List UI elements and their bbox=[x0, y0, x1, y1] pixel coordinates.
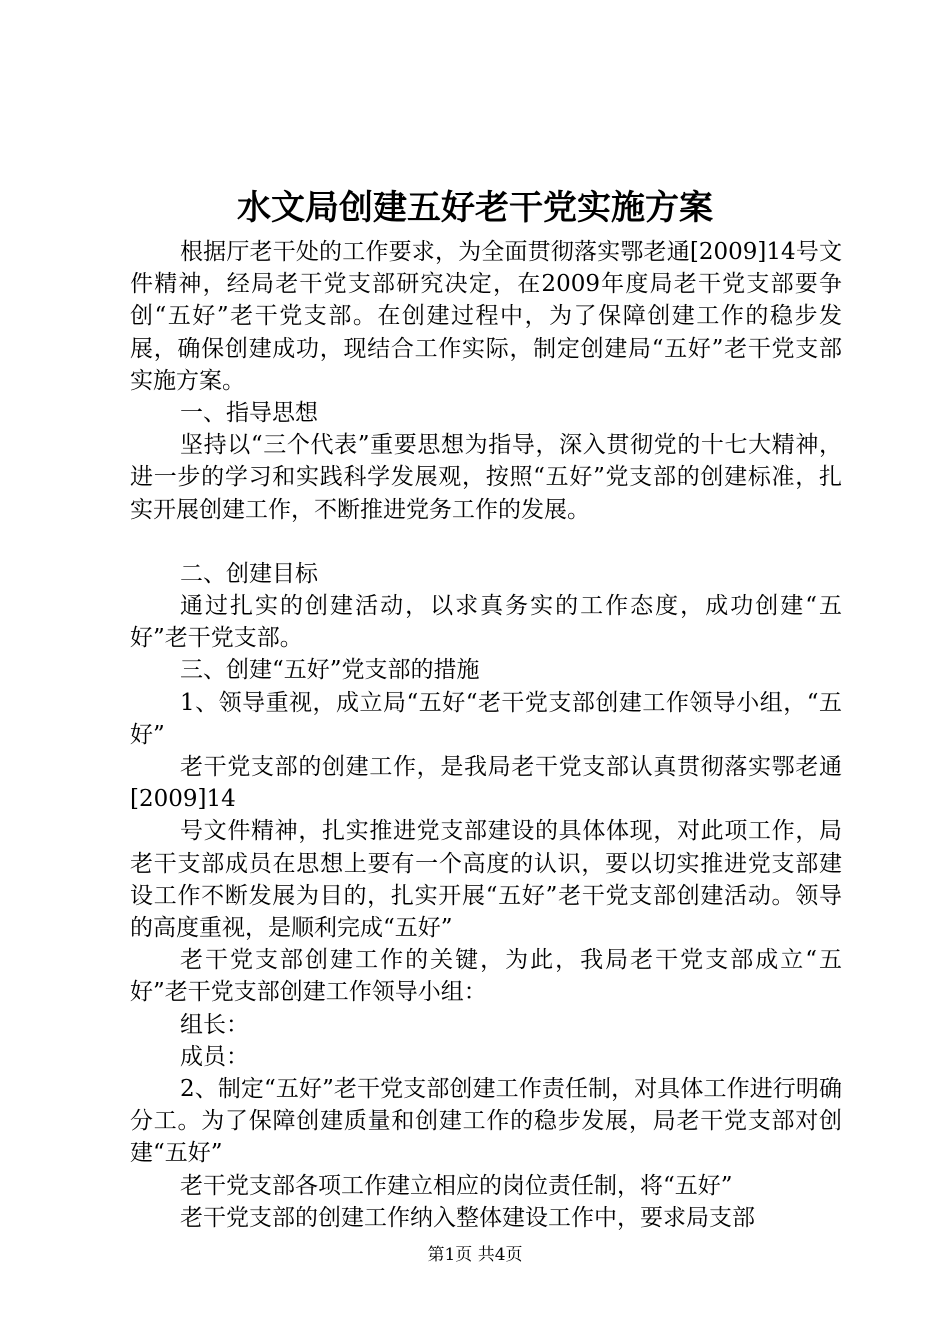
heading-measures: 三、创建“五好”党支部的措施 bbox=[180, 657, 480, 684]
paragraph-guiding-ideology: 坚持以“三个代表”重要思想为指导，深入贯彻党的十七大精神，进一步的学习和实践科学发展观，按照“五好”党支部的创建标准，扎实开展创建工作，不断推进党务工作的发展。 bbox=[130, 432, 842, 523]
heading-guiding-ideology: 一、指导思想 bbox=[180, 400, 318, 427]
paragraph-measure-1-cont-c: 老干党支部创建工作的关键，为此，我局老干党支部成立“五好”老干党支部创建工作领导小组： bbox=[130, 947, 842, 1006]
paragraph-intro: 根据厅老干处的工作要求，为全面贯彻落实鄂老通[2009]14号文件精神，经局老干党支部研究决定，在2009年度局老干党支部要争创“五好”老干党支部。在创建过程中，为了保障创建工作的稳步发展，确保创建成功，现结合工作实际，制定创建局“五好”老干党支部实施方案。 bbox=[130, 239, 842, 394]
paragraph-goal: 通过扎实的创建活动，以求真务实的工作态度，成功创建“五好”老干党支部。 bbox=[130, 593, 842, 652]
blank-line bbox=[130, 526, 842, 558]
paragraph-measure-1-cont-a: 老干党支部的创建工作，是我局老干党支部认真贯彻落实鄂老通[2009]14 bbox=[130, 754, 842, 813]
paragraph-measure-2-cont-b: 老干党支部的创建工作纳入整体建设工作中，要求局支部 bbox=[180, 1204, 755, 1231]
paragraph-members: 成员： bbox=[180, 1043, 249, 1070]
paragraph-measure-1: 1、领导重视，成立局“五好“老干党支部创建工作领导小组，“五好” bbox=[130, 689, 842, 748]
page-footer: 第1页 共4页 bbox=[427, 1245, 523, 1265]
document-body bbox=[130, 236, 842, 1234]
paragraph-leader: 组长： bbox=[180, 1011, 249, 1038]
heading-goal: 二、创建目标 bbox=[180, 560, 318, 587]
paragraph-measure-1-cont-b: 号文件精神，扎实推进党支部建设的具体体现，对此项工作，局老干支部成员在思想上要有一个高度的认识，要以切实推进党支部建设工作不断发展为目的，扎实开展“五好”老干党支部创建活动。领导的高度重视，是顺利完成“五好” bbox=[130, 818, 842, 942]
paragraph-measure-2: 2、制定“五好”老干党支部创建工作责任制，对具体工作进行明确分工。为了保障创建质量和创建工作的稳步发展，局老干党支部对创建“五好” bbox=[130, 1076, 842, 1167]
document-title: 水文局创建五好老干党实施方案 bbox=[237, 188, 713, 228]
paragraph-measure-2-cont-a: 老干党支部各项工作建立相应的岗位责任制，将“五好” bbox=[180, 1172, 733, 1199]
